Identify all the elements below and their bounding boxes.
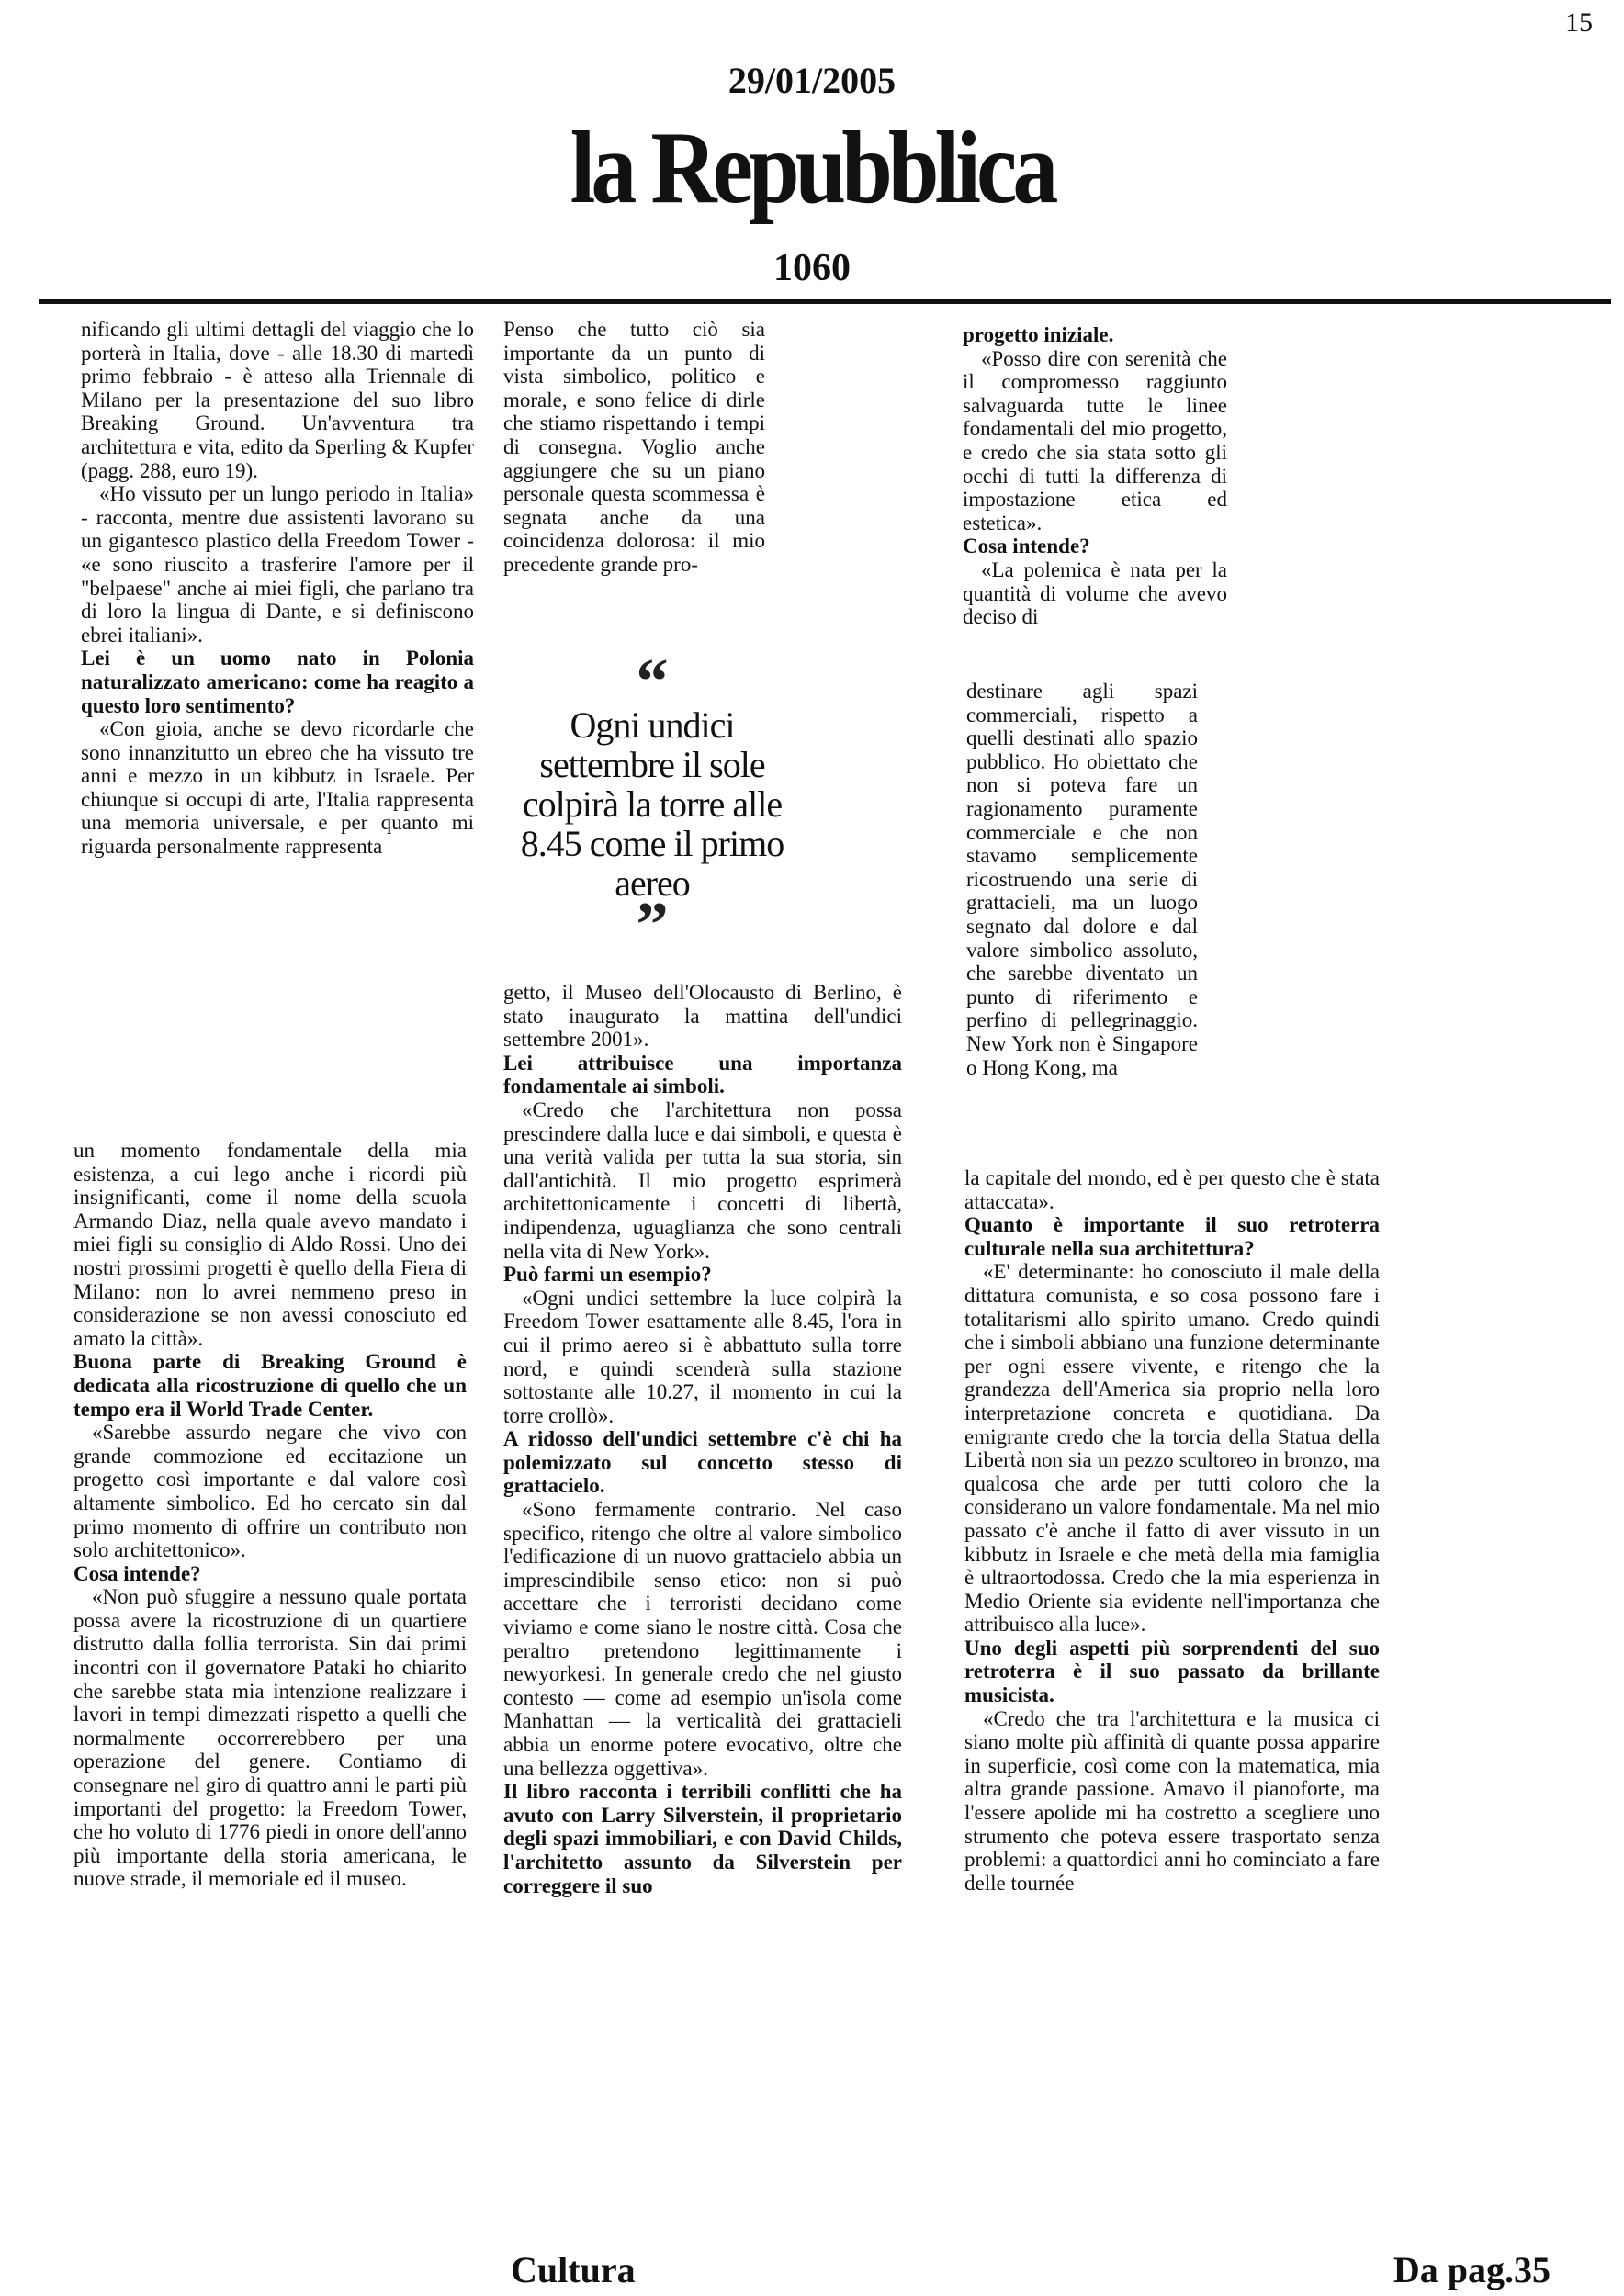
- paragraph: Penso che tutto ciò sia importante da un punto di vista simbolico, politico e morale, e sono felice di dirle che stiamo rispettando i tempi di consegna. Voglio anche aggiungere che su un piano personale questa scommessa è segnata anche da una coincidenza dolorosa: il mio precedente grande pro-: [503, 318, 765, 576]
- paragraph: progetto iniziale.: [963, 323, 1114, 346]
- interview-question: Cosa intende?: [73, 1561, 201, 1585]
- section-label: Cultura: [511, 2249, 636, 2290]
- paragraph: un momento fondamentale della mia esistenza, a cui lego anche i ricordi più insignificanti, come il nome della scuola Armando Diaz, nella quale avevo mandato i miei figli su consiglio di Aldo Rossi. Uno dei nostri prossimi progetti è quello della Fiera di Milano: non lo avrei nemmeno preso in considerazione se non avessi conosciuto ed amato la città».: [73, 1139, 467, 1350]
- pull-quote: [514, 647, 790, 961]
- paragraph: «E' determinante: ho conosciuto il male della dittatura comunista, e so cosa possono fare i totalitarismi allo spirito umano. Credo quindi che i simboli abbiano una funzione determinante per ogni essere vivente, e ritengo che la grandezza dell'America sia proprio nella loro interpretazione concreta e quotidiana. Da emigrante credo che la torcia della Statua della Libertà non sia un pezzo scultoreo in bronzo, ma qualcosa che arde per tutti coloro che la considerano un valore fondamentale. Ma nel mio passato c'è anche il fatto di aver vissuto in un kibbutz in Israele e che metà della mia famiglia è ultraortodossa. Credo che la mia esperienza in Medio Oriente sia evidente nell'importanza che attribuisco alla luce».: [964, 1260, 1380, 1637]
- interview-question: Quanto è importante il suo retroterra culturale nella sua architettura?: [964, 1213, 1380, 1260]
- paragraph: «La polemica è nata per la quantità di volume che avevo deciso di: [963, 557, 1227, 629]
- paragraph: nificando gli ultimi dettagli del viaggio che lo porterà in Italia, dove - alle 18.30 di martedì primo febbraio - è atteso alla Triennale di Milano per la presentazione del suo libro Breaking Ground. Un'avventura tra architettura e vita, edito da Sperling & Kupfer (pagg. 288, euro 19).: [81, 318, 474, 482]
- article-column-2-top: [503, 318, 765, 577]
- article-column-3-bottom: [964, 1166, 1380, 1895]
- open-quote-mark: “: [636, 647, 669, 717]
- paragraph: «Ho vissuto per un lungo periodo in Italia» - racconta, mentre due assistenti lavorano su un gigantesco plastico della Freedom Tower - «e sono riuscito a trasferire l'amore per il "belpaese" anche ai miei figli, che parlano tra di loro la lingua di Dante, e si definiscono ebrei italiani».: [81, 482, 474, 647]
- interview-question: Lei attribuisce una importanza fondamentale ai simboli.: [503, 1051, 902, 1098]
- publication-date: 29/01/2005: [727, 60, 897, 101]
- interview-question: A ridosso dell'undici settembre c'è chi ha polemizzato sul concetto stesso di grattacielo.: [503, 1427, 902, 1498]
- newspaper-masthead: la Repubblica: [570, 110, 1054, 225]
- paragraph: «Credo che l'architettura non possa prescindere dalla luce e dai simboli, e questa è una verità valida per tutta la sua storia, sin dall'antichità. Il mio progetto esprimerà architettonicamente i concetti di libertà, indipendenza, uguaglianza che sono centrali nella vita di New York».: [503, 1097, 902, 1263]
- article-column-1-bottom: [73, 1139, 467, 1891]
- paragraph: «Credo che tra l'architettura e la musica ci siano molte più affinità di quante possa apparire in superficie, così come con la matematica, mia altra grande passione. Amavo il pianoforte, ma l'essere apolide mi ha costretto a scegliere uno strumento che poteva essere trasportato senza problemi: a quattordici anni ho cominciato a fare delle tournée: [964, 1706, 1380, 1895]
- paragraph: destinare agli spazi commerciali, rispetto a quelli destinati allo spazio pubblico. Ho obiettato che non si poteva fare un ragionamento puramente commerciale e che non stavamo semplicemente ricostruendo una serie di grattacieli, ma un luogo segnato dal dolore e dal valore simbolico assoluto, che sarebbe diventato un punto di riferimento e perfino di pellegrinaggio. New York non è Singapore o Hong Kong, ma: [966, 680, 1198, 1079]
- interview-question: Il libro racconta i terribili conflitti che ha avuto con Larry Silverstein, il proprietario degli spazi immobiliari, e con David Childs, l'architetto assunto da Silverstein per correggere il suo: [503, 1780, 902, 1897]
- paragraph: la capitale del mondo, ed è per questo che è stata attaccata».: [964, 1166, 1380, 1213]
- paragraph: «Non può sfuggire a nessuno quale portata possa avere la ricostruzione di un quartiere distrutto dalla follia terrorista. Sin dai primi incontri con il governatore Pataki ho chiarito che sarebbe stata mia intenzione realizzare i lavori in tempi dimezzati rispetto a quelli che normalmente occorrerebbero per una operazione del genere. Contiamo di consegnare nel giro di quattro anni le parti più importanti del progetto: la Freedom Tower, che ho voluto di 1776 piedi in onore dell'anno più importante della storia americana, le nuove strade, il memoriale ed il museo.: [73, 1585, 467, 1891]
- close-quote-mark: ”: [636, 890, 669, 961]
- pull-quote-text: Ogni undici settembre il sole colpirà la torre alle 8.45 come il primo aereo: [520, 704, 784, 904]
- interview-question: Può farmi un esempio?: [503, 1263, 712, 1287]
- page-number: 15: [1565, 7, 1593, 38]
- interview-question: Cosa intende?: [963, 535, 1090, 558]
- article-column-3-top: [963, 323, 1227, 629]
- article-column-1-top: [81, 318, 474, 859]
- paragraph: «Posso dire con serenità che il compromesso raggiunto salvaguarda tutte le linee fondamentali del mio progetto, e credo che sia stata sotto gli occhi di tutti la differenza di impostazione etica ed estetica».: [963, 346, 1227, 535]
- paragraph: «Sono fermamente contrario. Nel caso specifico, ritengo che oltre al valore simbolico l'edificazione di un nuovo grattacielo abbia un imprescindibile senso etico: non si può accettare che i terroristi decidano come viviamo e come siano le nostre città. Cosa che peraltro pretendono legittimamente i newyorkesi. In generale credo che nel giusto contesto — come ad esempio un'isola come Manhattan — la verticalità dei grattacieli abbia un enorme potere evocativo, oltre che una bellezza oggettiva».: [503, 1498, 902, 1780]
- article-column-2-bottom: [503, 981, 902, 1897]
- interview-question: Uno degli aspetti più sorprendenti del suo retroterra è il suo passato da brillante musicista.: [964, 1636, 1380, 1707]
- paragraph: getto, il Museo dell'Olocausto di Berlino, è stato inaugurato la mattina dell'undici settembre 2001».: [503, 981, 902, 1052]
- interview-question: Buona parte di Breaking Ground è dedicata alla ricostruzione di quello che un tempo era il World Trade Center.: [73, 1350, 467, 1421]
- article-column-3-middle: [966, 680, 1198, 1079]
- paragraph: «Sarebbe assurdo negare che vivo con grande commozione ed eccitazione un progetto così importante e dal valore così altamente simbolico. Ed ho cercato sin dal primo momento di offrire un contributo non solo architettonico».: [73, 1421, 467, 1562]
- paragraph: «Con gioia, anche se devo ricordarle che sono innanzitutto un ebreo che ha vissuto tre anni e mezzo in un kibbutz in Israele. Per chiunque si occupi di arte, l'Italia rappresenta una memoria universale, e per quanto mi riguarda personalmente rappresenta: [81, 717, 474, 859]
- header-rule: [39, 299, 1611, 304]
- paragraph: «Ogni undici settembre la luce colpirà la Freedom Tower esattamente alle 8.45, l'ora in cui il primo aereo si è abbattuto sulla torre nord, e quindi scenderà sulla stazione sottostante alle 10.27, il momento in cui la torre crollò».: [503, 1286, 902, 1427]
- clipping-code: 1060: [773, 247, 851, 289]
- continued-from-page: Da pag.35: [1393, 2249, 1551, 2290]
- interview-question: Lei è un uomo nato in Polonia naturalizzato americano: come ha reagito a questo loro sentimento?: [81, 647, 474, 717]
